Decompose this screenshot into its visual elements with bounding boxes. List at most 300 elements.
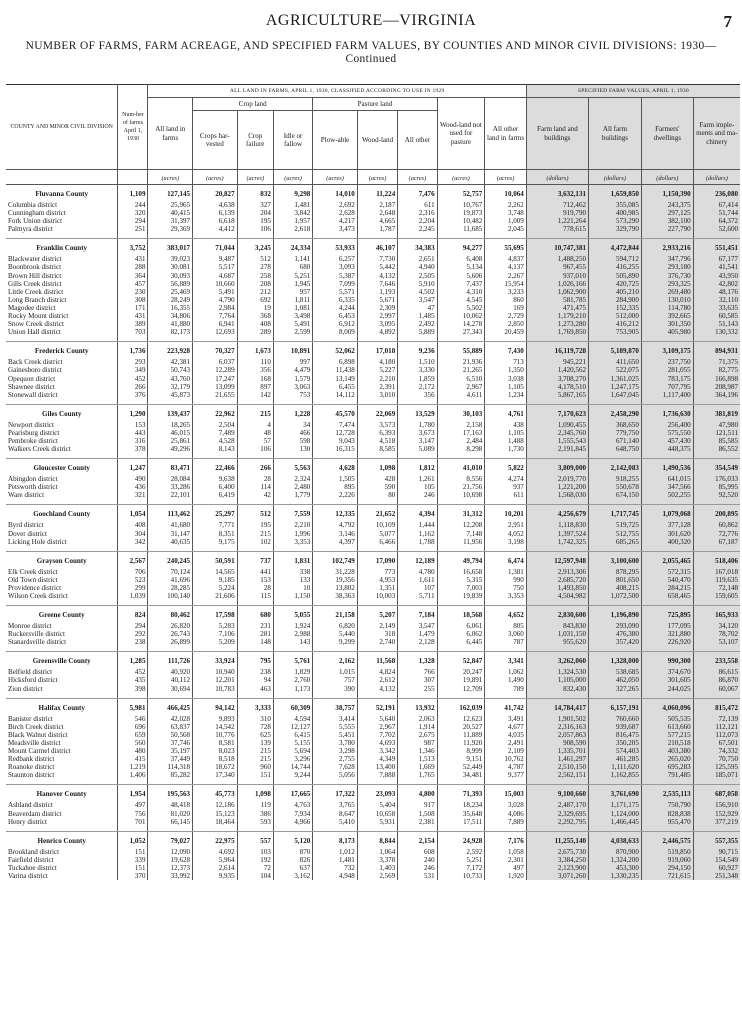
table-cell: 9,893 [193,715,238,723]
table-cell: 574,403 [589,747,642,755]
table-cell: 1,420,562 [526,366,588,374]
table-cell: 31,312 [437,505,485,522]
table-cell: 30,081 [148,263,193,271]
table-cell: 1,736 [118,342,148,359]
district-row [6,491,740,499]
table-cell: 7,702 [357,731,397,739]
table-cell: 152,929 [693,810,740,818]
farm-data-table [6,84,740,880]
table-cell: 1,228 [273,404,312,421]
table-cell: 51,143 [693,320,740,328]
table-cell: 288 [118,263,148,271]
table-cell: 3,809,000 [526,459,588,476]
county-row [6,551,740,568]
table-cell: 338 [273,568,312,576]
table-cell: 9,100,660 [526,785,588,802]
table-cell: 5,694 [273,747,312,755]
table-cell: 18,672 [193,763,238,771]
table-cell: 4,800 [398,785,437,802]
table-cell: 94,142 [193,698,238,715]
table-cell: 3,673 [398,429,437,437]
table-cell: 354,549 [693,459,740,476]
table-cell: 176,033 [693,475,740,483]
district-row [6,747,740,755]
table-cell: 45,570 [313,404,358,421]
table-cell: 28,285 [148,584,193,592]
table-cell: 115 [237,592,273,600]
table-cell: 127,145 [148,185,193,202]
table-cell: 60,309 [273,698,312,715]
table-cell: 23,093 [357,785,397,802]
district-row [6,445,740,453]
table-cell: 5,606 [437,272,485,280]
all-farm-buildings-header: All farm buildings [589,98,642,170]
table-cell: 3,100,600 [589,551,642,568]
table-cell: 783,175 [641,375,693,383]
district-row [6,366,740,374]
table-cell: 581,785 [526,296,588,304]
district-name: Banister district [8,714,53,723]
table-cell: 4,397 [313,538,358,546]
table-cell: 15,954 [485,280,527,288]
table-cell: 17,163 [437,429,485,437]
table-cell: 20,459 [485,328,527,336]
table-cell: 114,318 [148,763,193,771]
table-cell: 200,895 [693,505,740,522]
district-name: Mount Carmel district [8,747,71,756]
district-row [6,521,740,529]
table-cell: 6,393 [357,429,397,437]
table-cell: 34 [273,421,312,429]
table-cell: 22,101 [148,491,193,499]
table-cell: 12,693 [193,328,238,336]
table-cell: 431 [118,255,148,263]
table-cell: 49,296 [148,445,193,453]
table-cell: 6,335 [313,296,358,304]
table-cell: 3,780 [313,739,358,747]
table-cell: 42,802 [693,280,740,288]
table-cell: 6,941 [193,320,238,328]
table-cell: 939,687 [589,723,642,731]
table-cell: 8,844 [357,831,397,848]
table-cell: 28,249 [148,296,193,304]
district-name: Brookland district [8,847,60,856]
table-cell: 5,056 [313,771,358,779]
table-cell: 240,245 [148,551,193,568]
table-cell: 787 [485,638,527,646]
table-cell: 870 [273,848,312,856]
district-row [6,483,740,491]
table-cell: 11,889 [437,731,485,739]
table-cell: 167,018 [693,568,740,576]
table-cell: 457 [118,280,148,288]
table-cell: 26,743 [148,630,193,638]
table-cell: 390 [313,685,358,693]
table-cell: 2,535,113 [641,785,693,802]
table-cell: 897 [237,383,273,391]
table-cell: 1,247 [118,459,148,476]
table-cell: 518,406 [693,551,740,568]
table-cell: 1,513 [398,755,437,763]
table-cell: 255 [398,685,437,693]
table-cell: 10,660 [193,280,238,288]
table-cell: 238 [118,638,148,646]
table-cell: 244,025 [641,685,693,693]
district-name: Staunton district [8,771,55,780]
table-cell: 34,481 [437,771,485,779]
table-cell: 671,140 [589,437,642,445]
table-cell: 1,765 [398,771,437,779]
table-cell: 6,061 [437,622,485,630]
district-row [6,723,740,731]
table-cell: 1,330,235 [589,872,642,880]
table-cell: 52,062 [313,342,358,359]
table-cell: 10,776 [193,731,238,739]
table-cell: 557 [237,831,273,848]
table-cell: 169 [485,304,527,312]
table-cell: 3,342 [357,747,397,755]
table-cell: 86,552 [693,445,740,453]
table-cell: 707,795 [641,383,693,391]
table-cell: 25,965 [148,201,193,209]
table-cell: 6,415 [273,731,312,739]
table-cell: 10,940 [193,668,238,676]
table-cell: 10,733 [437,872,485,880]
table-cell: 2,685,720 [526,576,588,584]
table-cell: 1,780 [398,421,437,429]
table-cell: 400,985 [589,209,642,217]
district-row [6,731,740,739]
table-cell: 57 [237,437,273,445]
table-cell: 81,020 [148,810,193,818]
table-cell: 2,226 [313,491,358,499]
table-cell: 1,920 [485,872,527,880]
county-row [6,606,740,623]
table-cell: 113,462 [148,505,193,522]
table-cell: 1,328,000 [589,652,642,669]
table-cell: 39,023 [148,255,193,263]
table-cell: 405,980 [641,328,693,336]
district-row [6,437,740,445]
table-cell: 2,755 [313,755,358,763]
table-cell: 1,493,850 [526,584,588,592]
table-cell: 3,384,250 [526,856,588,864]
table-cell: 237,750 [641,358,693,366]
table-cell: 153 [237,576,273,584]
table-cell: 2,329,695 [526,810,588,818]
table-subtitle: NUMBER OF FARMS, FARM ACREAGE, AND SPECIFIED FARM VALUES, BY COUNTIES AND MINOR CIVIL DIVISIONS: 1930—Continued [25,40,717,65]
district-name: Abingdon district [8,475,58,484]
table-cell: 43,950 [693,272,740,280]
table-cell: 12,189 [398,551,437,568]
table-cell: 19,873 [437,209,485,217]
table-cell: 18,234 [437,801,485,809]
table-cell: 398 [118,685,148,693]
table-cell: 53,107 [693,638,740,646]
table-cell: 9,175 [193,538,238,546]
table-cell: 1,273,280 [526,320,588,328]
district-row [6,304,740,312]
table-cell: 6,466 [357,538,397,546]
table-cell: 297,125 [641,209,693,217]
table-cell: 19,839 [437,592,485,600]
district-row [6,668,740,676]
district-name: Palmyra district [8,225,53,234]
district-name: Cunningham district [8,209,66,218]
table-cell: 42 [237,491,273,499]
county-name: Giles County [42,409,82,418]
page-title: AGRICULTURE—VIRGINIA [265,12,477,29]
table-cell: 1,247,175 [589,383,642,391]
district-row [6,592,740,600]
table-cell: 428 [357,475,397,483]
county-row [6,459,740,476]
table-cell: 5,867,165 [526,391,588,399]
table-cell: 2,492 [398,320,437,328]
district-row [6,475,740,483]
table-body [6,170,740,881]
table-cell: 10,064 [485,185,527,202]
district-row [6,755,740,763]
table-cell: 85,282 [148,771,193,779]
table-cell: 1,812 [398,459,437,476]
table-cell: 2,480 [273,483,312,491]
table-cell: 37,746 [148,739,193,747]
table-cell: 20,527 [437,723,485,731]
table-cell: 2,301 [485,856,527,864]
table-cell: 2,951 [485,521,527,529]
table-cell: 12,201 [193,676,238,684]
district-name: Brown Hill district [8,271,62,280]
table-cell: 210,518 [641,739,693,747]
table-cell: 212 [237,288,273,296]
table-cell: 490 [118,475,148,483]
table-cell: 86,870 [693,676,740,684]
table-cell: 2,292,795 [526,818,588,826]
table-cell: 680 [273,263,312,271]
table-cell: 2,142,083 [589,459,642,476]
table-cell: 301,350 [641,320,693,328]
table-cell: 3,708,270 [526,375,588,383]
district-name: Magodee district [8,303,56,312]
table-cell: 236,080 [693,185,740,202]
table-cell: 355,085 [589,201,642,209]
table-cell: 405,210 [589,288,642,296]
table-cell: 4,677 [485,723,527,731]
table-cell: 3,038 [485,375,527,383]
table-cell: 7,170,623 [526,404,588,421]
table-cell: 919,060 [641,856,693,864]
table-cell: 9,638 [193,475,238,483]
table-cell: 497 [118,801,148,809]
table-cell: 2,158 [437,421,485,429]
table-cell: 329,790 [589,225,642,233]
table-cell: 2,988 [273,630,312,638]
table-cell: 13,149 [313,375,358,383]
table-cell: 1,831 [273,551,312,568]
table-cell: 6,139 [193,209,238,217]
table-cell: 1,346 [398,747,437,755]
table-cell: 10,003 [357,592,397,600]
table-cell: 3,147 [398,437,437,445]
table-cell: 230 [118,288,148,296]
table-cell: 2,324 [273,475,312,483]
table-cell: 750 [485,584,527,592]
district-row [6,272,740,280]
table-cell: 9,244 [273,771,312,779]
table-cell: 14,784,417 [526,698,588,715]
table-cell: 400,320 [641,538,693,546]
table-cell: 41,010 [437,459,485,476]
table-cell: 133 [273,576,312,584]
table-cell: 5,410 [313,818,358,826]
county-row [6,404,740,421]
table-cell: 26,899 [148,638,193,646]
table-cell: 38,363 [313,592,358,600]
table-cell: 31,228 [313,568,358,576]
table-cell: 10,201 [485,505,527,522]
table-cell: 2,210 [273,521,312,529]
table-cell: 215 [237,530,273,538]
table-cell: 105 [398,483,437,491]
table-cell: 658,465 [641,592,693,600]
table-cell: 1,219 [118,763,148,771]
table-cell: 45,773 [193,785,238,802]
district-row [6,280,740,288]
table-cell: 637 [273,864,312,872]
table-cell: 2,162 [313,652,358,669]
table-cell: 2,569 [357,872,397,880]
district-name: Henry district [8,817,47,826]
table-cell: 10,698 [437,491,485,499]
table-cell: 1,335,701 [526,747,588,755]
table-cell: 17,598 [193,606,238,623]
table-cell: 816,475 [589,731,642,739]
table-cell: 789 [485,685,527,693]
table-cell: 2,128 [398,638,437,646]
table-cell: 550,678 [589,483,642,491]
table-cell: 3,063 [273,383,312,391]
table-cell: 66,145 [148,818,193,826]
table-cell: 706 [118,568,148,576]
table-cell: 732 [313,864,358,872]
table-cell: 894,931 [693,342,740,359]
table-cell: 52,847 [437,652,485,669]
table-cell: 159,605 [693,592,740,600]
table-cell: 2,210 [357,375,397,383]
table-cell: 7,730 [357,255,397,263]
table-cell: 17,340 [193,771,238,779]
table-cell: 13,400 [357,763,397,771]
table-cell: 2,567 [118,551,148,568]
table-cell: 11,224 [357,185,397,202]
district-row [6,622,740,630]
all-other-land-header: All other land in farms [485,98,527,170]
unit-label: (acres) [237,170,273,185]
table-cell: 2,491 [485,739,527,747]
table-cell: 1,742,325 [526,538,588,546]
table-cell: 1,054 [118,505,148,522]
table-cell: 5,555 [313,723,358,731]
table-cell: 7,437 [437,280,485,288]
county-row [6,342,740,359]
table-cell: 41,696 [148,576,193,584]
table-cell: 156,910 [693,801,740,809]
table-cell: 154,549 [693,856,740,864]
table-cell: 2,204 [398,217,437,225]
table-cell: 14,112 [313,391,358,399]
table-cell: 955,620 [526,638,588,646]
table-cell: 2,316 [398,209,437,217]
farms-column-header: Num-ber of farms April 1, 1930 [118,85,148,170]
table-cell: 85,995 [693,483,740,491]
table-cell: 728 [237,723,273,731]
table-cell: 801,650 [589,576,642,584]
table-cell: 2,505 [398,272,437,280]
table-cell: 1,901,502 [526,715,588,723]
table-cell: 55,889 [437,342,485,359]
table-cell: 431 [118,312,148,320]
table-cell: 2,692 [313,201,358,209]
table-cell: 2,154 [398,831,437,848]
table-cell: 6,062 [437,630,485,638]
table-cell: 19,628 [148,856,193,864]
table-cell: 4,628 [313,459,358,476]
table-cell: 2,984 [193,304,238,312]
table-cell: 266 [237,459,273,476]
table-cell: 7,559 [273,505,312,522]
district-name: Licking Hole district [8,537,67,546]
table-cell: 5,931 [357,818,397,826]
district-row [6,391,740,399]
table-cell: 1,510 [398,358,437,366]
table-cell: 919,790 [526,209,588,217]
table-cell: 540,470 [641,576,693,584]
table-cell: 368,650 [589,421,642,429]
table-cell: 3,162 [273,872,312,880]
table-cell: 766 [398,668,437,676]
county-name: Greensville County [32,657,91,666]
table-cell: 4,693 [357,739,397,747]
table-cell: 40,920 [148,668,193,676]
table-cell: 990 [485,576,527,584]
table-cell: 957 [273,288,312,296]
table-cell: 3,146 [313,530,358,538]
table-cell: 1,351 [357,584,397,592]
table-cell: 350,205 [589,739,642,747]
table-cell: 1,957 [273,217,312,225]
table-cell: 1,039 [118,592,148,600]
table-cell: 7,646 [357,280,397,288]
table-cell: 1,105 [485,429,527,437]
district-row [6,864,740,872]
table-cell: 3,060 [485,630,527,638]
unit-label: (acres) [485,170,527,185]
district-row [6,217,740,225]
table-cell: 1,150,390 [641,185,693,202]
table-cell: 50,568 [148,731,193,739]
table-cell: 5,491 [193,288,238,296]
table-cell: 1,015 [313,668,358,676]
table-cell: 5,251 [437,856,485,864]
table-cell: 389 [118,320,148,328]
table-cell: 725,895 [641,606,693,623]
table-cell: 5,207 [357,606,397,623]
table-cell: 4,217 [313,217,358,225]
table-cell: 48,418 [148,801,193,809]
table-cell: 6,474 [485,551,527,568]
table-cell: 25,297 [193,505,238,522]
